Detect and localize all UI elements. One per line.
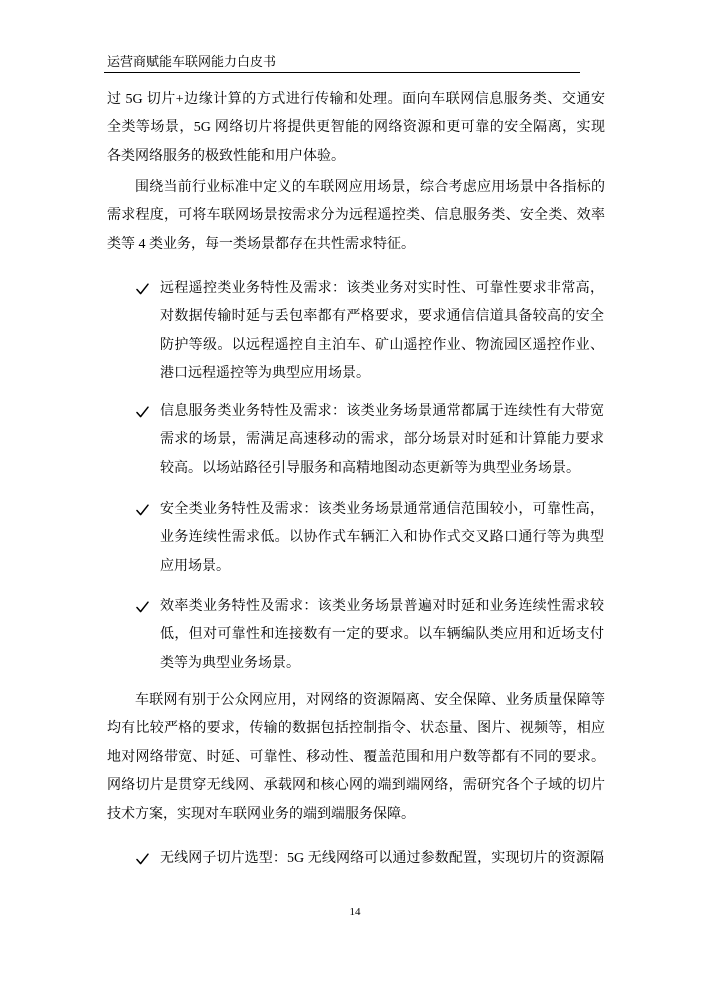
checkmark-icon — [136, 406, 149, 418]
paragraph-line: 类等 4 类业务，每一类场景都存在共性需求特征。 — [107, 236, 415, 252]
paragraph-line: 全类等场景，5G 网络切片将提供更智能的网络资源和更可靠的安全隔离，实现 — [107, 120, 605, 136]
bullet-item-safety — [160, 496, 604, 581]
checkmark-icon — [136, 406, 149, 418]
paragraph-line: 技术方案，实现对车联网业务的端到端服务保障。 — [107, 806, 415, 822]
paragraph-line: 需求程度，可将车联网场景按需求分为远程遥控类、信息服务类、安全类、效率 — [107, 208, 605, 224]
paragraph-line: 车联网有别于公众网应用，对网络的资源隔离、安全保障、业务质量保障等 — [135, 693, 605, 708]
bullet-line: 应用场景。 — [160, 558, 230, 574]
bullet-line: 业务连续性需求低。以协作式车辆汇入和协作式交叉路口通行等为典型 — [160, 530, 604, 546]
bullet-line: 港口远程遥控等为典型应用场景。 — [160, 366, 370, 382]
bullet-line: 安全类业务特性及需求：该类业务场景通常通信范围较小，可靠性高， — [160, 502, 604, 517]
checkmark-icon — [136, 504, 149, 516]
bullet-item-info-service — [160, 398, 604, 483]
checkmark-icon — [136, 853, 149, 865]
paragraph-line: 网络切片是贯穿无线网、承载网和核心网的端到端网络，需研究各个子域的切片 — [107, 778, 605, 794]
intro-paragraph — [107, 86, 605, 171]
header-rule — [104, 72, 580, 73]
paragraph-line: 围绕当前行业标准中定义的车联网应用场景，综合考虑应用场景中各指标的 — [135, 180, 605, 195]
checkmark-icon — [136, 601, 149, 613]
bullet-item-efficiency — [160, 593, 604, 678]
scenario-paragraph — [107, 174, 605, 259]
paragraph-line: 过 5G 切片+边缘计算的方式进行传输和处理。面向车联网信息服务类、交通安 — [107, 92, 605, 107]
checkmark-icon — [136, 283, 149, 295]
bullet-line: 需求的场景，需满足高速移动的需求，部分场景对时延和计算能力要求 — [160, 432, 604, 448]
bullet-item-remote-control — [160, 275, 604, 389]
bullet-line: 远程遥控类业务特性及需求：该类业务对实时性、可靠性要求非常高， — [160, 281, 604, 296]
bullet-item-wireless-subslice — [160, 845, 604, 873]
checkmark-icon — [136, 283, 149, 295]
bullet-line: 低，但对可靠性和连接数有一定的要求。以车辆编队类应用和近场支付 — [160, 627, 604, 643]
bullet-line: 对数据传输时延与丢包率都有严格要求，要求通信信道具备较高的安全 — [160, 309, 604, 325]
page-number: 14 — [349, 906, 361, 918]
slicing-paragraph — [107, 687, 605, 829]
bullet-line: 信息服务类业务特性及需求：该类业务场景通常都属于连续性有大带宽 — [160, 404, 604, 419]
running-header: 运营商赋能车联网能力白皮书 — [107, 54, 277, 69]
bullet-line: 防护等级。以远程遥控自主泊车、矿山遥控作业、物流园区遥控作业、 — [160, 337, 604, 353]
paragraph-line: 各类网络服务的极致性能和用户体验。 — [107, 148, 345, 164]
checkmark-icon — [136, 504, 149, 516]
checkmark-icon — [136, 853, 149, 865]
bullet-line: 类等为典型业务场景。 — [160, 655, 300, 671]
bullet-line: 较高。以场站路径引导服务和高精地图动态更新等为典型业务场景。 — [160, 460, 580, 476]
bullet-line: 无线网子切片选型：5G 无线网络可以通过参数配置，实现切片的资源隔 — [160, 851, 604, 866]
bullet-line: 效率类业务特性及需求：该类业务场景普遍对时延和业务连续性需求较 — [160, 599, 604, 614]
paragraph-line: 地对网络带宽、时延、可靠性、移动性、覆盖范围和用户数等都有不同的要求。 — [107, 749, 605, 765]
checkmark-icon — [136, 601, 149, 613]
paragraph-line: 均有比较严格的要求，传输的数据包括控制指令、状态量、图片、视频等，相应 — [107, 721, 605, 737]
